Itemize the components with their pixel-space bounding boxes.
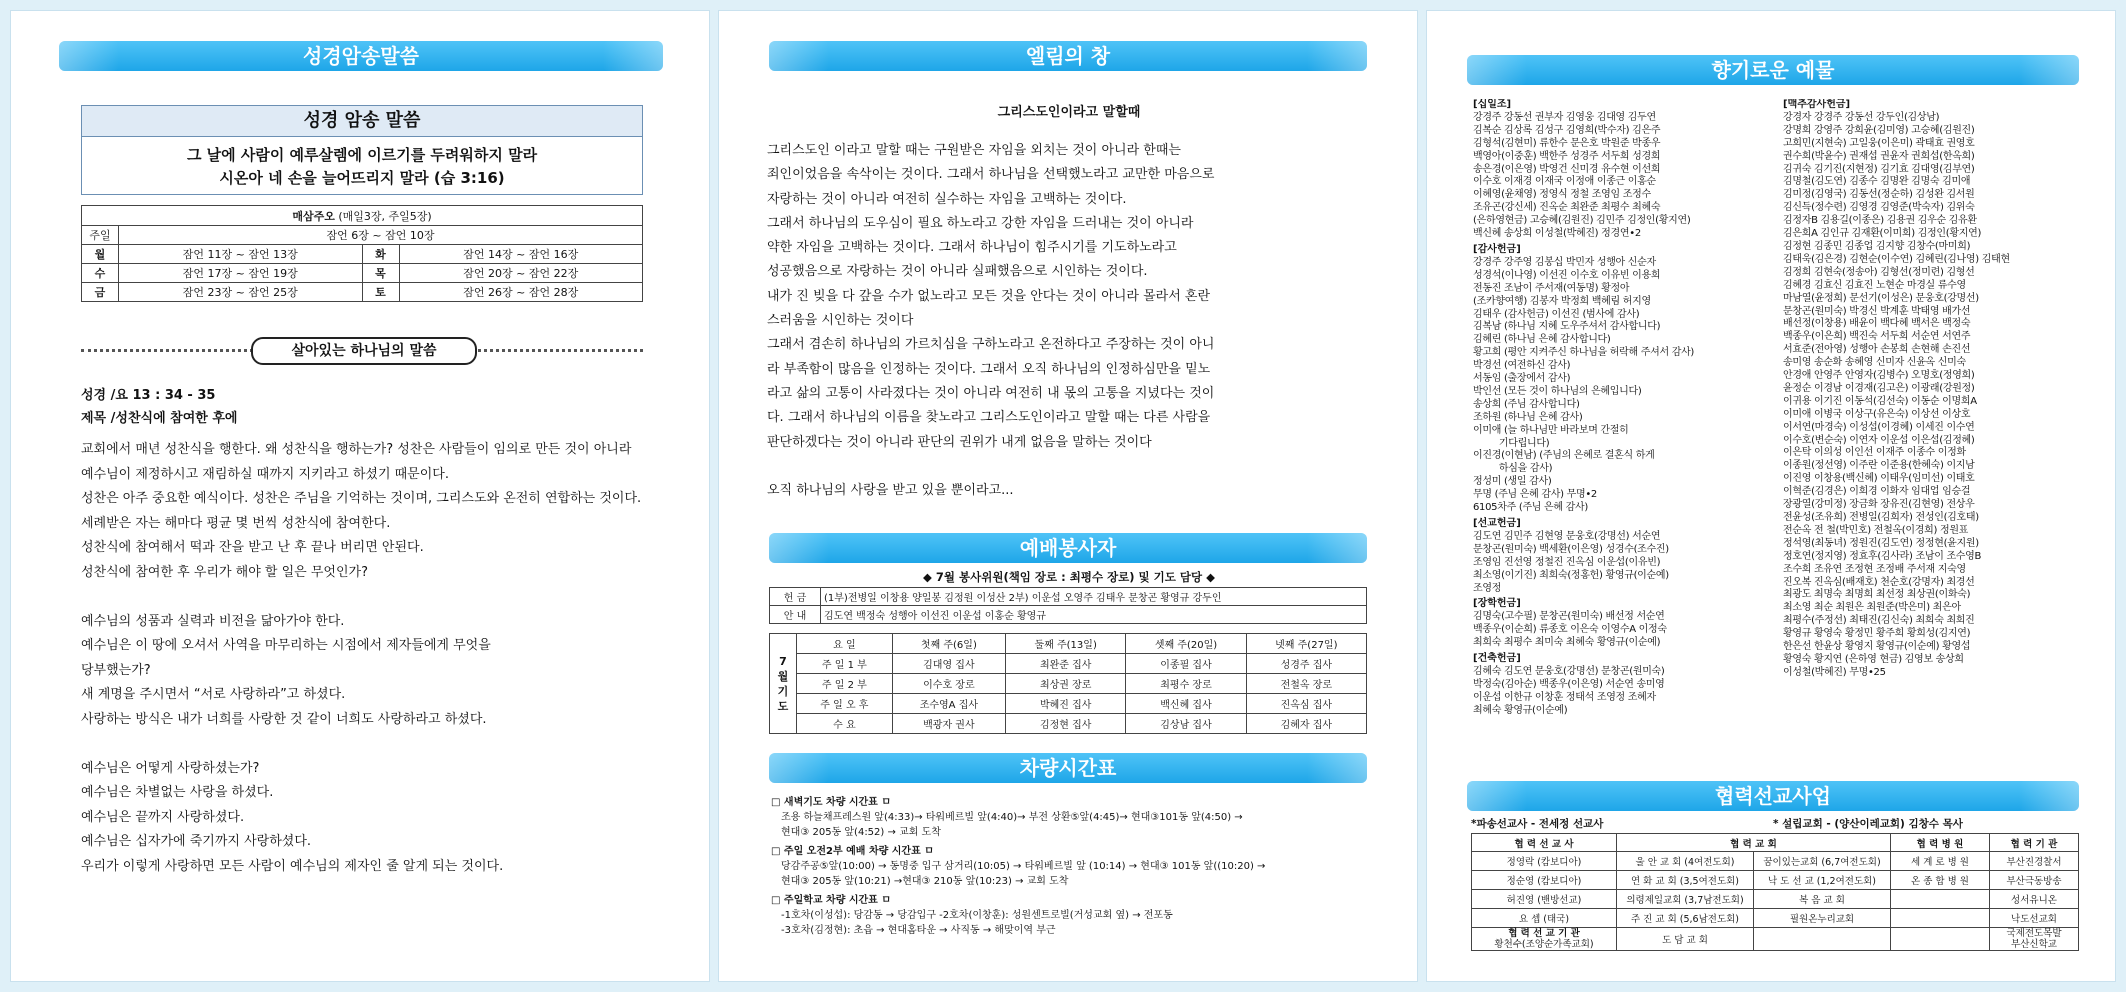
mission-cell: 부산진경찰서	[1990, 852, 2079, 871]
prayer-header: 둘째 주(13일)	[1006, 634, 1126, 654]
offering-names-line: 정석영(최동녀) 정원진(김도연) 정정현(윤지원)	[1783, 537, 1979, 549]
sermon-paragraph: 사랑하는 방식은 내가 너희를 사랑한 것 같이 너희도 사랑하라고 하셨다.	[81, 711, 487, 727]
reading-title-cell	[82, 206, 643, 226]
panel-memory-verse	[10, 10, 710, 982]
mission-cell: 의령제일교회 (3,7남전도회)	[1617, 890, 1754, 909]
sermon-paragraph: 성찬은 아주 중요한 예식이다. 성찬은 주님을 기억하는 것이며, 그리스도와 온전히 연합하는 것이다. 세례받은 자는 해마다 평균 몇 번씩 성찬식에 참여한다.	[81, 491, 642, 531]
offering-names-line: 6105차주 (주님 은혜 감사)	[1473, 502, 1588, 514]
essay-line: 성공했음으로 자랑하는 것이 아니라 실패했음으로 시인하는 것이다.	[767, 264, 1148, 280]
panel-elim	[718, 10, 1418, 982]
mission-cell: 부산극동방송	[1990, 871, 2079, 890]
memory-verse-banner: 성경암송말씀	[59, 41, 663, 71]
reading-range: 잠언 14장 ~ 잠언 16장	[399, 245, 643, 264]
prayer-cell: 김상남 집사	[1126, 714, 1246, 734]
offering-names-line: 문창곤(원미숙) 박경신 박계훈 박태영 배가선	[1783, 305, 1971, 317]
table-row	[1472, 871, 2079, 890]
offering-names-line: 최소영 최순 최원은 최원준(박은미) 최은아	[1783, 602, 1961, 614]
offering-names-line: 조하원 (하나님 은혜 감사)	[1473, 411, 1583, 423]
essay-line: 그래서 겸손히 하나님의 가르치심을 구하노라고 온전하다고 주장하는 것이 아니	[767, 337, 1215, 353]
prayer-cell: 주 일 1 부	[797, 654, 893, 674]
mission-planted-church: * 설립교회 - (양산이레교회) 김창수 목사	[1773, 818, 1963, 830]
offering-names-line: 김귀숙 김기진(지현정) 김기효 김대영(김부연)	[1783, 163, 1975, 175]
offering-names-line: (조카향여행) 김봉자 박정희 백혜림 허지영	[1473, 295, 1651, 307]
sermon-body	[81, 438, 643, 879]
sermon-paragraph: 우리가 이렇게 사랑하면 모든 사람이 예수님의 제자인 줄 알게 되는 것이다.	[81, 858, 504, 874]
offering-names-line: 김태우 (감사헌금) 이선진 (범사에 감사)	[1473, 308, 1640, 320]
sermon-paragraph	[81, 585, 643, 610]
reading-title: 매삼주오	[292, 209, 335, 223]
mission-cell: 국제전도목발 부산신학교	[1990, 928, 2079, 951]
sermon-paragraph: 새 계명을 주시면서 “서로 사랑하라”고 하셨다.	[81, 687, 346, 702]
mission-cell: 울 안 교 회 (4여전도회)	[1617, 852, 1754, 871]
offering-names-line: 김복순 김상록 김성구 김영희(박수자) 김은주	[1473, 124, 1661, 136]
mission-header: 협 력 병 원	[1891, 834, 1990, 852]
reading-range: 잠언 17장 ~ 잠언 19장	[119, 264, 363, 283]
prayer-cell: 이수호 장로	[892, 674, 1005, 694]
offering-category-title: [감사헌금]	[1473, 243, 1521, 255]
mission-cell: 세 계 로 병 원	[1891, 852, 1990, 871]
mission-cell	[1891, 909, 1990, 928]
offering-names-line: 이미애 이병국 이상구(유은숙) 이상선 이상호	[1783, 408, 1971, 420]
sermon-title: 제목 /성찬식에 참여한 후에	[81, 411, 238, 426]
sermon-passage: 성경 /요 13 : 34 - 35	[81, 388, 216, 403]
sermon-paragraph: 교회에서 매년 성찬식을 행한다. 왜 성찬식을 행하는가? 성찬은 사람들이 임의로 만든 것이 아니라 예수님이 제정하시고 재림하실 때까지 지키라고 하셨기 때문이다.	[81, 442, 632, 482]
bus-route-line: 조용 하늘채프레스원 앞(4:33)→ 타워베르빌 앞(4:40)→ 부전 상환⑤앞(4:45)→ 현대③101동 앞(4:50) →	[781, 812, 1243, 823]
offering-category-title: [건축헌금]	[1473, 653, 1521, 665]
offering-names-line: 김혜경 김효신 김효진 노현순 마경실 류수영	[1783, 279, 1966, 291]
mission-cell: 온 종 합 병 원	[1891, 871, 1990, 890]
offering-names-line: 최희숙 최평수 최미숙 최혜숙 황영규(이순예)	[1473, 637, 1661, 649]
offering-names-line: 서효준(전아영) 성행아 손봉희 손현해 손진선	[1783, 344, 1971, 356]
offering-names-line: 이수호 이재경 이재국 이정애 이종근 이홍순	[1473, 176, 1656, 188]
offering-names-line: 정성미 (생일 감사)	[1473, 476, 1552, 488]
offerings-banner: 향기로운 예물	[1467, 55, 2079, 85]
offering-names-line: 하심을 감사)	[1473, 463, 1553, 475]
offering-names-line: 김태욱(김은경) 김현순(이수연) 김혜린(김나영) 김태현	[1783, 253, 2010, 265]
mission-cell	[1891, 928, 1990, 951]
offering-names-line: 황영규 황영숙 황정민 황주희 황희성(김지연)	[1783, 628, 1971, 640]
offering-names-line: 백영아(이중훈) 백한주 성경주 서두희 성경희	[1473, 150, 1661, 162]
offering-names-line: 김은희A 김인규 김재환(이미희) 김정인(황지연)	[1783, 228, 1982, 240]
offering-names-line: 김정현 김종민 김종업 김지향 김창수(마미희)	[1783, 240, 1971, 252]
offering-names-line: 황고희 (평안 지켜주신 하나님을 허락해 주셔서 감사)	[1473, 347, 1695, 359]
prayer-cell: 조수영A 집사	[892, 694, 1005, 714]
mission-cell: 필원온누리교회	[1754, 909, 1891, 928]
mission-cell: 연 화 교 회 (3,5여전도회)	[1617, 871, 1754, 890]
sermon-paragraph: 성찬식에 참여한 후 우리가 해야 할 일은 무엇인가?	[81, 564, 368, 580]
essay-line: 내가 진 빚을 다 갚을 수가 없노라고 모든 것을 안다는 것이 아니라 몰라서 혼란	[767, 288, 1211, 304]
bus-banner: 차량시간표	[769, 753, 1367, 783]
sermon-paragraph	[81, 732, 643, 757]
offering-names-line: 이수호(변순숙) 이연자 이운섭 이은섭(김정혜)	[1783, 434, 1975, 446]
memory-verse-title: 성경 암송 말씀	[82, 106, 642, 137]
prayer-cell: 주 일 오 후	[797, 694, 893, 714]
essay-title: 그리스도인이라고 말할때	[997, 105, 1141, 120]
elim-banner: 엘림의 창	[769, 41, 1367, 71]
offering-names-line: 마남열(윤정희) 문선기(이성은) 문웅호(강명선)	[1783, 292, 1979, 304]
reading-range: 잠언 11장 ~ 잠언 13장	[119, 245, 363, 264]
sermon-paragraph: 예수님은 이 땅에 오셔서 사역을 마무리하는 시점에서 제자들에게 무엇을	[81, 638, 491, 653]
offering-names-line: 한은선 한윤상 황영지 황영규(이순예) 황영섭	[1783, 641, 1971, 653]
offering-names-line: 김복남 (하나님 지혜 도우주셔서 감사합니다)	[1473, 321, 1661, 333]
offering-category-title: [장학헌금]	[1473, 598, 1521, 610]
offering-names-line: 김도연 김민주 김현영 문웅호(강명선) 서순연	[1473, 530, 1661, 542]
essay-line: 판단하겠다는 것이 아니라 판단의 권위가 내게 없음을 말하는 것이다	[767, 434, 1152, 450]
panel-offerings	[1426, 10, 2116, 982]
memory-verse-line1: 그 날에 사람이 예루살렘에 이르기를 두려워하지 말라	[186, 146, 538, 164]
table-row	[770, 674, 1367, 694]
prayer-cell: 전철옥 장로	[1246, 674, 1366, 694]
bus-route-line: 현대③ 205동 앞(4:52) → 교회 도착	[781, 827, 941, 838]
offering-category-title: [십일조]	[1473, 99, 1512, 110]
offering-names-line: 조영임 진선영 정철진 진옥심 이운섭(이유빈)	[1473, 556, 1661, 568]
offering-names-line: 이종원(정선영) 이주란 이준용(한혜숙) 이지남	[1783, 460, 1975, 472]
offering-names-line: 최광도 최명숙 최명희 최선정 최상권(이화숙)	[1783, 589, 1971, 601]
essay-line: 다. 그래서 하나님의 이름을 찾노라고 그리스도인이라고 말할 때는 다른 사람을	[767, 410, 1211, 426]
prayer-header: 요 일	[797, 634, 893, 654]
prayer-cell: 김대영 집사	[892, 654, 1005, 674]
offering-names-line: 이혜영(윤채영) 정영식 정철 조영임 조정수	[1473, 189, 1651, 201]
offering-names-line: 전순옥 전 철(박민호) 전철옥(이경희) 정원표	[1783, 524, 1969, 536]
offering-names-line: 강명희 강영주 강희윤(김미영) 고승혜(김원진)	[1783, 124, 1975, 136]
offering-names-line: 무명 (주님 은혜 감사) 무명•2	[1473, 489, 1597, 501]
prayer-cell: 주 일 2 부	[797, 674, 893, 694]
mission-cell	[1891, 890, 1990, 909]
offering-names-line: 기다립니다)	[1473, 437, 1550, 449]
mission-cell: 낙도선교회	[1990, 909, 2079, 928]
worship-heading: ◆ 7월 봉사위원(책임 장로 : 최평수 장로) 및 기도 담당 ◆	[923, 570, 1215, 584]
mission-cell	[1754, 928, 1891, 951]
sermon-paragraph: 예수님은 어떻게 사랑하셨는가?	[81, 760, 260, 776]
offering-names-line: 최평수(주정선) 최태진(김신숙) 최희숙 최희진	[1783, 615, 1975, 627]
bus-route-line: 당감주공⑤앞(10:00) → 동명중 입구 삼거리(10:05) → 타워베르빌 앞 (10:14) → 현대③ 101동 앞((10:20) →	[781, 861, 1266, 872]
mission-cell: 도 담 교 회	[1617, 928, 1754, 951]
essay-line: 그리스도인 이라고 말할 때는 구원받은 자임을 외치는 것이 아니라 한때는	[767, 143, 1181, 158]
offering-names-line: 배선정(이창용) 배윤이 백다혜 백서은 백정숙	[1783, 318, 1971, 330]
prayer-side-label	[770, 634, 797, 734]
prayer-cell: 진옥심 집사	[1246, 694, 1366, 714]
essay-line	[767, 455, 1375, 479]
offering-names-line: 김미정(김영국) 김동선(정순하) 김성완 김서원	[1783, 189, 1975, 201]
prayer-cell: 백신혜 집사	[1126, 694, 1246, 714]
offering-names-line: 전윤성(조유희) 전병일(김희자) 전성인(김호태)	[1783, 512, 1979, 523]
mission-cell: 성서유니온	[1990, 890, 2079, 909]
offering-names-line: 김형석(김현미) 류한수 문은호 박원준 박종우	[1473, 137, 1661, 149]
mission-header-row	[1472, 834, 2079, 852]
offering-category-title: [맥추감사헌금]	[1783, 99, 1851, 110]
memory-verse-box	[81, 105, 643, 195]
bus-route-line: -1호차(이성섭): 당감동 → 당감입구 -2호차(이창훈): 성원센트로빌(거성교회 옆) → 전포동	[781, 910, 1173, 921]
reading-range: 잠언 23장 ~ 잠언 25장	[119, 283, 363, 302]
mission-header: 협 력 기 관	[1990, 834, 2079, 852]
offering-names-line: 최소영(이기진) 최희숙(정홍헌) 황영규(이순예)	[1473, 569, 1669, 581]
reading-day: 월	[82, 245, 119, 264]
bus-schedule	[771, 795, 1371, 938]
sermon-paragraph: 예수님은 십자가에 죽기까지 사랑하셨다.	[81, 834, 312, 849]
offering-names-line: (은하영현금) 고승혜(김원진) 김민주 김정인(황지연)	[1473, 215, 1691, 227]
sermon-paragraph: 예수님은 차별없는 사랑을 하셨다.	[81, 785, 274, 800]
prayer-cell: 수 요	[797, 714, 893, 734]
offering-names-line: 이진영 이창용(백신혜) 이태우(임미선) 이태호	[1783, 473, 1975, 485]
worship-banner: 예배봉사자	[769, 533, 1367, 563]
table-row	[770, 714, 1367, 734]
mission-cell: 꿈이있는교회 (6,7여전도회)	[1754, 852, 1891, 871]
bus-section-title: □ 주일학교 차량 시간표 ㅁ	[771, 895, 891, 906]
offering-names-line: 박인선 (모든 것이 하나님의 은혜입니다)	[1473, 385, 1642, 397]
mission-cell: 협 력 선 교 기 관 황천수(조양순가족교회)	[1472, 928, 1617, 951]
table-row	[1472, 928, 2079, 951]
offering-label: 헌 금	[770, 588, 821, 606]
essay-line: 죄인이었음을 속삭이는 것이다. 그래서 하나님을 선택했노라고 교만한 마음으로	[767, 167, 1215, 183]
sermon-paragraph: 예수님은 끝까지 사랑하셨다.	[81, 809, 245, 825]
reading-day: 수	[82, 264, 119, 283]
prayer-cell: 김정현 집사	[1006, 714, 1126, 734]
reading-day: 토	[362, 283, 399, 302]
mission-header: 협 력 선 교 사	[1472, 834, 1617, 852]
offering-usher-table	[769, 587, 1367, 624]
offering-names-line: 성경석(이나영) 이선진 이수호 이유빈 이용희	[1473, 269, 1661, 281]
prayer-cell: 성경주 집사	[1246, 654, 1366, 674]
reading-day: 금	[82, 283, 119, 302]
offering-names-line: 백종우(이순희) 류종호 이은숙 이영수A 이정숙	[1473, 624, 1667, 636]
offering-names-line: 김정희 김현숙(정송아) 김형선(정미련) 김형선	[1783, 266, 1975, 278]
offering-names-line: 박경선 (여전하신 감사)	[1473, 360, 1571, 372]
offering-names-line: 이미애 (늘 하나님만 바라보며 간절히	[1473, 424, 1629, 436]
offering-names-line: 이혁준(김경은) 이희경 이화자 임대업 임승걸	[1783, 486, 1971, 498]
bus-section-title: □ 주일 오전2부 예배 차량 시간표 ㅁ	[771, 846, 934, 857]
offering-text: (1부)전병일 이창용 양일봉 김정원 이성산 2부) 이운섭 오영주 김태우 문창곤 황영규 강두인	[821, 588, 1367, 606]
offering-names-line: 박정숙(김아순) 백종우(이은영) 서순연 송미영	[1473, 678, 1665, 690]
offering-names-line: 이은탁 이의성 이인선 이재주 이종수 이정화	[1783, 447, 1966, 459]
offering-names-line: 이운섭 이한규 이창훈 정태석 조영정 조혜자	[1473, 691, 1656, 703]
mission-cell: 복 음 교 회	[1754, 890, 1891, 909]
offering-names-line: 백종우(이은희) 백진숙 서두희 서순연 서연주	[1783, 331, 1971, 343]
offering-names-line: 강경주 강주영 김봉십 박민자 성행아 신순자	[1473, 256, 1656, 268]
mission-missionary: *파송선교사 - 전세정 선교사	[1471, 818, 1604, 830]
prayer-cell: 백광자 권사	[892, 714, 1005, 734]
essay-line: 자랑하는 것이 아니라 여전히 실수하는 자임을 고백하는 것이다.	[767, 191, 1127, 207]
offering-names-line: 송상희 (주님 감사합니다)	[1473, 398, 1580, 410]
reading-sunday-text: 잠언 6장 ~ 잠언 10장	[119, 226, 643, 245]
reading-day: 목	[362, 264, 399, 283]
table-row	[1472, 890, 2079, 909]
mission-table	[1471, 833, 2079, 951]
offering-names-line: 김명숙(고수필) 문창곤(원미숙) 배선정 서순연	[1473, 611, 1665, 623]
reading-range: 잠언 26장 ~ 잠언 28장	[399, 283, 643, 302]
offering-names-line: 김혜숙 김도연 문웅호(강명선) 문창곤(원미숙)	[1473, 665, 1665, 677]
offering-names-line: 정호연(정지영) 정효후(김사라) 조남이 조수영B	[1783, 550, 1982, 562]
mission-banner: 협력선교사업	[1467, 781, 2079, 811]
offering-names-line: 강경주 강동선 권부자 김영웅 김대영 김두연	[1473, 111, 1656, 123]
offering-names-line: 장광열(강미정) 장금화 장유진(김현영) 전상우	[1783, 499, 1975, 511]
bus-section-title: □ 새벽기도 차량 시간표 ㅁ	[771, 797, 891, 808]
essay-line: 라고 삶의 고통이 사라졌다는 것이 아니라 여전히 내 몫의 고통을 지녔다는 것이	[767, 385, 1215, 401]
offering-names-line: 이귀용 이기진 이동석(김선숙) 이동순 이명희A	[1783, 395, 1977, 407]
table-row	[1472, 852, 2079, 871]
essay-line: 오직 하나님의 사랑을 받고 있을 뿐이라고...	[767, 483, 1014, 499]
reading-day: 화	[362, 245, 399, 264]
bus-route-line: -3호차(김정현): 초읍 → 현대홈타운 → 사직동 → 해맞이역 부근	[781, 925, 1056, 936]
usher-text: 김도연 백정숙 성행아 이선진 이운섭 이홍순 황영규	[821, 606, 1367, 624]
prayer-cell: 이종필 집사	[1126, 654, 1246, 674]
offering-names-line: 이서연(마경숙) 이성섭(이경혜) 이세진 이수연	[1783, 421, 1975, 433]
reading-schedule-table	[81, 205, 643, 302]
offering-names-line: 전동진 조남이 주서재(여동명) 황정아	[1473, 282, 1630, 294]
offering-names-line: 황영숙 황지연 (은하영 현금) 김영보 송상희	[1783, 653, 1964, 665]
sermon-paragraph: 예수님의 성품과 실력과 비전을 닮아가야 한다.	[81, 613, 345, 629]
sermon-paragraph: 성찬식에 참여해서 떡과 잔을 받고 난 후 끝나 버리면 안된다.	[81, 540, 424, 555]
reading-title-note: (매일3장, 주일5장)	[338, 209, 432, 223]
offering-names-line: 강경자 강경주 강동선 강두인(김상남)	[1783, 111, 1940, 123]
offering-names-line: 조수희 조유연 조정현 조정배 주서재 지숙영	[1783, 563, 1966, 575]
reading-sunday-label: 주일	[82, 226, 119, 245]
offering-names-line: 조영정	[1473, 582, 1502, 594]
table-row	[770, 654, 1367, 674]
offering-names-line: 윤정순 이경남 이경재(김고은) 이광래(강원정)	[1783, 382, 1975, 394]
living-word-label: 살아있는 하나님의 말씀	[251, 337, 477, 365]
essay-line: 약한 자임을 고백하는 것이다. 그래서 하나님이 힘주시기를 기도하노라고	[767, 240, 1177, 256]
offerings-right-column	[1783, 99, 2085, 680]
offering-names-line: 이진경(이현남) (주님의 은혜로 결혼식 하게	[1473, 450, 1655, 462]
prayer-header: 첫째 주(6일)	[892, 634, 1005, 654]
offering-names-line: 김정자B 김용길(이종은) 김용권 김우순 김유환	[1783, 215, 1977, 227]
table-row	[770, 694, 1367, 714]
offering-names-line: 송은경(이은영) 박영건 신미경 유수현 이선희	[1473, 163, 1661, 175]
offering-names-line: 권수희(박윤수) 권재섭 권윤자 권희섭(한옥희)	[1783, 150, 1975, 162]
offering-names-line: 김혜린 (하나님 은혜 감사합니다)	[1473, 334, 1611, 346]
prayer-cell: 김혜자 집사	[1246, 714, 1366, 734]
bus-route-line: 현대③ 205동 앞(10:21) →현대③ 210동 앞(10:23) → 교회 도착	[781, 876, 1069, 887]
mission-cell: 정순영 (캄보디아)	[1472, 871, 1617, 890]
offering-names-line: 조유곤(강신세) 진옥순 최완준 최평수 최혜숙	[1473, 202, 1661, 214]
mission-cell: 허진영 (밴방선교)	[1472, 890, 1617, 909]
offering-names-line: 이성철(박혜진) 무명•25	[1783, 666, 1886, 678]
prayer-cell: 박혜진 집사	[1006, 694, 1126, 714]
offering-names-line: 송미영 송순화 송혜영 신미자 신윤옥 신미숙	[1783, 357, 1966, 369]
essay-line: 라 부족함이 많음을 인정하는 것이다. 그래서 오직 하나님의 인정하심만을 밑노	[767, 361, 1211, 377]
prayer-header: 넷째 주(27일)	[1246, 634, 1366, 654]
offering-names-line: 고희민(지현숙) 고일웅(이은미) 곽태효 권영호	[1783, 137, 1975, 149]
living-word-divider	[81, 339, 643, 361]
offering-names-line: 백신혜 송상희 이성철(박혜진) 정경연•2	[1473, 228, 1641, 240]
mission-cell: 낙 도 선 교 (1,2여전도회)	[1754, 871, 1891, 890]
prayer-header: 셋째 주(20일)	[1126, 634, 1246, 654]
memory-verse-line2: 시온아 네 손을 늘어뜨리지 말라 (습 3:16)	[219, 169, 505, 187]
offering-names-line: 김명철(김도연) 김종수 김명완 김명숙 김미애	[1783, 176, 1971, 188]
prayer-table	[769, 633, 1367, 734]
sermon-paragraph: 당부했는가?	[81, 662, 151, 678]
table-row	[1472, 909, 2079, 928]
prayer-cell: 최상권 장로	[1006, 674, 1126, 694]
prayer-side-text: 7월기도	[777, 654, 789, 713]
prayer-cell: 최완준 집사	[1006, 654, 1126, 674]
offering-names-line: 진오복 진옥심(배재호) 천순호(강명자) 최경선	[1783, 576, 1975, 588]
essay-line: 스러움을 시인하는 것이다	[767, 313, 914, 329]
offering-names-line: 문창곤(원미숙) 백세환(이은영) 성경수(조수진)	[1473, 543, 1669, 555]
offering-names-line: 최혜숙 황영규(이순예)	[1473, 704, 1568, 716]
offering-names-line: 김신득(정수련) 김영경 김영준(박숙자) 김위숙	[1783, 202, 1975, 214]
reading-range: 잠언 20장 ~ 잠언 22장	[399, 264, 643, 283]
offerings-left-column	[1473, 99, 1775, 718]
usher-label: 안 내	[770, 606, 821, 624]
offering-names-line: 서동임 (출장에서 감사)	[1473, 373, 1571, 385]
mission-header: 협 력 교 회	[1617, 834, 1891, 852]
prayer-cell: 최평수 장로	[1126, 674, 1246, 694]
essay-body	[767, 139, 1375, 503]
mission-cell: 요 셉 (태국)	[1472, 909, 1617, 928]
essay-line: 그래서 하나님의 도우심이 필요 하노라고 강한 자임을 드러내는 것이 아니라	[767, 215, 1194, 231]
mission-cell: 주 진 교 회 (5,6남전도회)	[1617, 909, 1754, 928]
offering-category-title: [선교헌금]	[1473, 518, 1521, 529]
offering-names-line: 안경애 안영주 안영자(김병수) 오명호(정영희)	[1783, 370, 1975, 382]
mission-cell: 정영락 (캄보디아)	[1472, 852, 1617, 871]
